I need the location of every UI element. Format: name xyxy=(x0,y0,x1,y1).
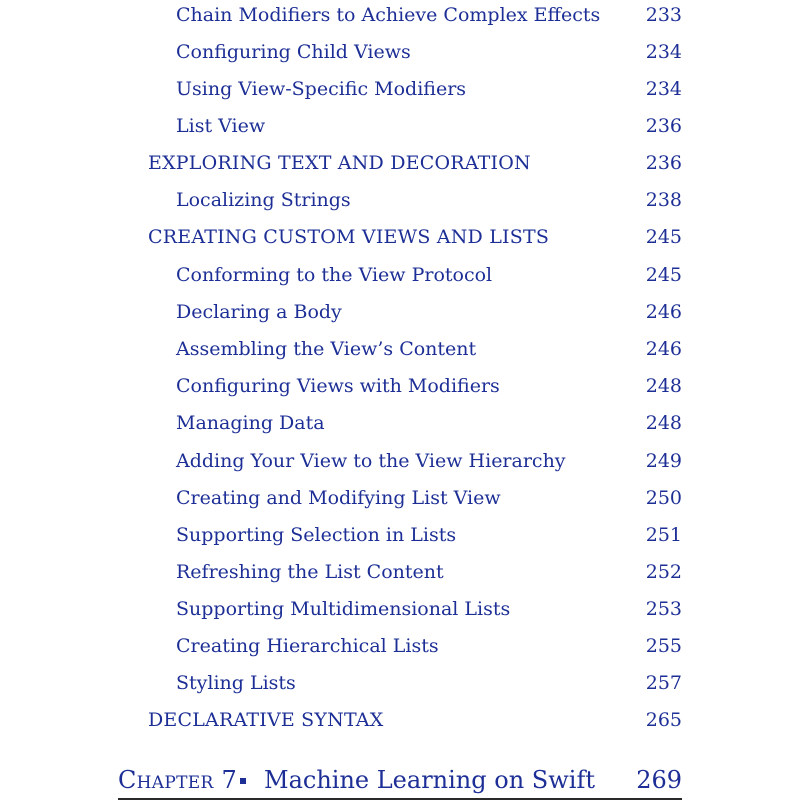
toc-entry-page: 236 xyxy=(645,115,682,137)
toc-entry[interactable] xyxy=(0,668,800,698)
toc-section-heading[interactable] xyxy=(0,148,800,178)
toc-entry-page: 255 xyxy=(645,635,682,657)
toc-entry-page: 265 xyxy=(645,709,682,731)
toc-entry[interactable] xyxy=(0,557,800,587)
toc-entry-title: Supporting Multidimensional Lists xyxy=(176,598,511,620)
toc-entry[interactable] xyxy=(0,74,800,104)
toc-entry-page: 257 xyxy=(645,672,682,694)
toc-section-heading[interactable] xyxy=(0,705,800,735)
toc-entry-title: CREATING CUSTOM VIEWS AND LISTS xyxy=(148,226,550,248)
chapter-page: 269 xyxy=(636,766,682,794)
toc-entry-title: Assembling the View’s Content xyxy=(176,338,477,360)
toc-entry-title: Configuring Child Views xyxy=(176,41,411,63)
toc-entry-title: Configuring Views with Modifiers xyxy=(176,375,500,397)
toc-entry-title: Using View-Specific Modifiers xyxy=(176,78,467,100)
toc-entry-page: 245 xyxy=(645,226,682,248)
toc-entry-title: Managing Data xyxy=(176,412,325,434)
toc-entry-title: Refreshing the List Content xyxy=(176,561,444,583)
toc-entry-title: DECLARATIVE SYNTAX xyxy=(148,709,384,731)
toc-entry[interactable] xyxy=(0,0,800,30)
toc-entry[interactable] xyxy=(0,408,800,438)
chapter-title: Machine Learning on Swift xyxy=(264,766,595,794)
toc-entry-title: Localizing Strings xyxy=(176,189,351,211)
toc-entry-page: 248 xyxy=(645,412,682,434)
toc-section-heading[interactable] xyxy=(0,222,800,252)
toc-entry-page: 234 xyxy=(645,78,682,100)
toc-entry-page: 249 xyxy=(645,450,682,472)
toc-entry-page: 245 xyxy=(645,264,682,286)
toc-entry-title: List View xyxy=(176,115,266,137)
toc-entry[interactable] xyxy=(0,371,800,401)
toc-entry-page: 253 xyxy=(645,598,682,620)
toc-entry[interactable] xyxy=(0,631,800,661)
toc-entry[interactable] xyxy=(0,260,800,290)
toc-entry-page: 234 xyxy=(645,41,682,63)
toc-entry[interactable] xyxy=(0,297,800,327)
toc-entry[interactable] xyxy=(0,111,800,141)
toc-entry-title: Adding Your View to the View Hierarchy xyxy=(176,450,566,472)
toc-entry-title: Creating Hierarchical Lists xyxy=(176,635,439,657)
toc-entry[interactable] xyxy=(0,594,800,624)
toc-entry-page: 246 xyxy=(645,338,682,360)
toc-entry-page: 233 xyxy=(645,4,682,26)
toc-entry[interactable] xyxy=(0,520,800,550)
chapter-label: Chapter 7 xyxy=(118,766,238,794)
toc-entry-page: 246 xyxy=(645,301,682,323)
toc-entry-page: 238 xyxy=(645,189,682,211)
toc-entry-title: Creating and Modifying List View xyxy=(176,487,501,509)
toc-entry-title: Conforming to the View Protocol xyxy=(176,264,493,286)
toc-entry[interactable] xyxy=(0,185,800,215)
toc-entry-title: Chain Modifiers to Achieve Complex Effects xyxy=(176,4,601,26)
toc-entry-page: 236 xyxy=(645,152,682,174)
toc-entry-title: Declaring a Body xyxy=(176,301,342,323)
toc-entry[interactable] xyxy=(0,334,800,364)
toc-entry-title: EXPLORING TEXT AND DECORATION xyxy=(148,152,531,174)
bullet-icon xyxy=(240,778,246,784)
toc-entry-title: Styling Lists xyxy=(176,672,296,694)
toc-entry-title: Supporting Selection in Lists xyxy=(176,524,457,546)
toc-entry[interactable] xyxy=(0,483,800,513)
toc-chapter-heading[interactable] xyxy=(118,762,682,798)
toc-entry[interactable] xyxy=(0,37,800,67)
toc-entry-page: 251 xyxy=(645,524,682,546)
toc-entry[interactable] xyxy=(0,446,800,476)
toc-entry-page: 252 xyxy=(645,561,682,583)
toc-entry-page: 250 xyxy=(645,487,682,509)
toc-entry-page: 248 xyxy=(645,375,682,397)
